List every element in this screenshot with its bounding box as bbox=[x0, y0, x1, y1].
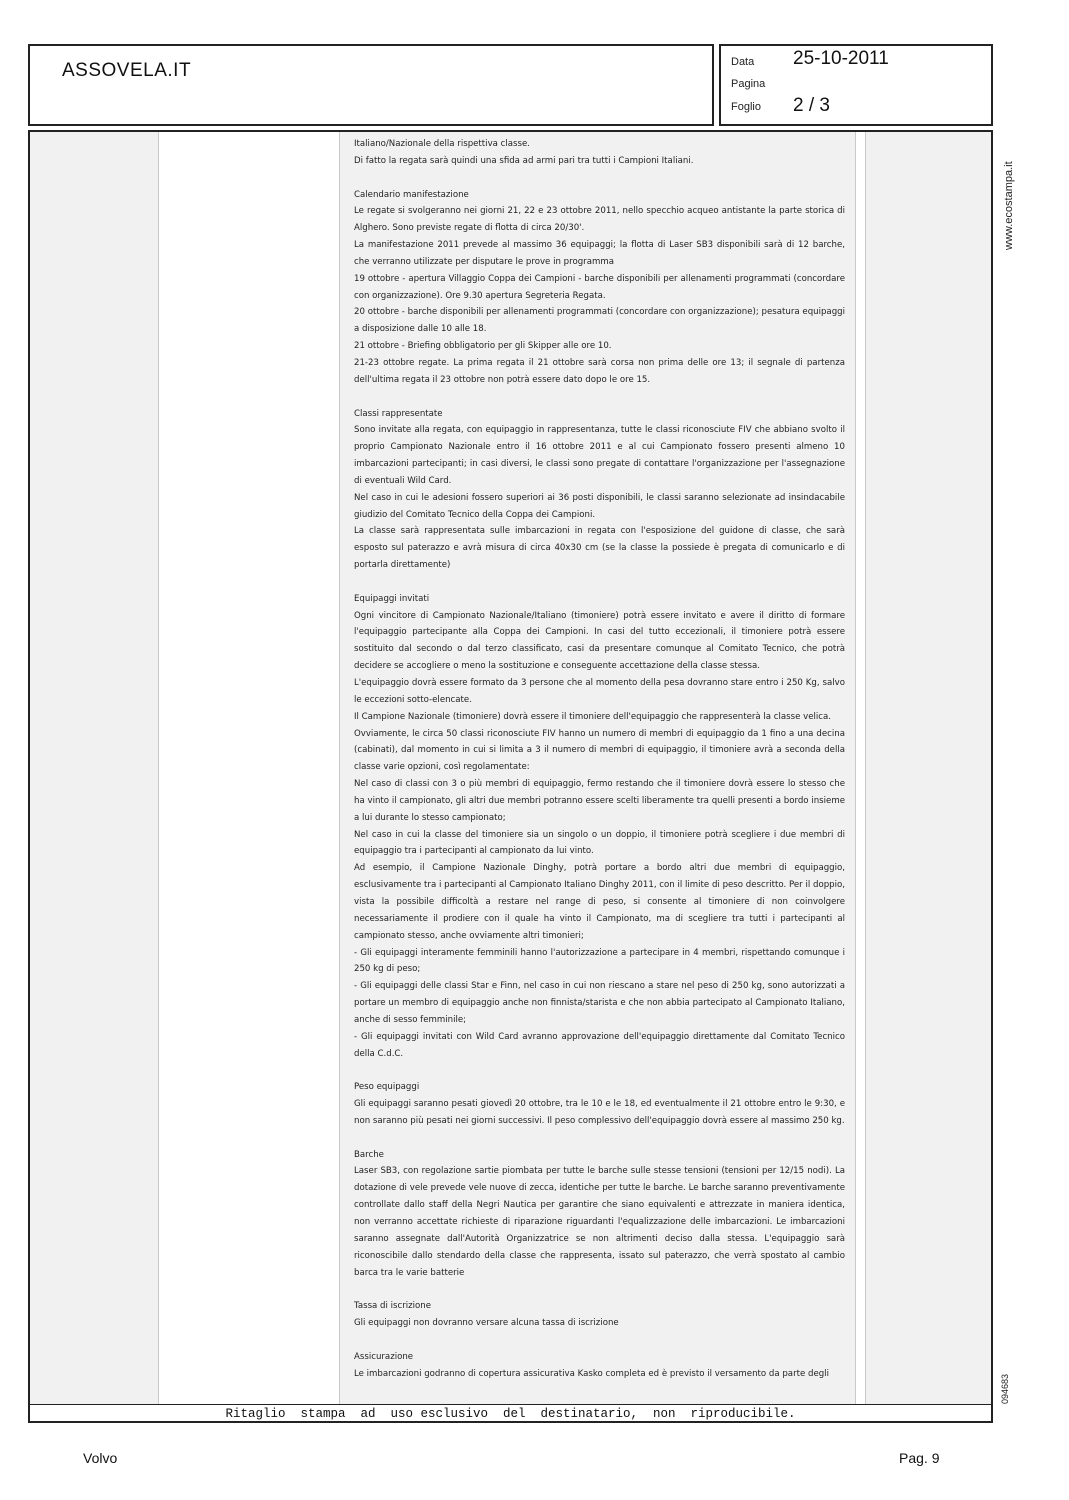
paragraph: Gli equipaggi saranno pesati giovedì 20 ottobre, tra le 10 e le 18, ed eventualmente il 21 ottobre entro le 9:30, e non saranno più pesati nei giorni successivi. Il peso complessivo dell'equipaggio dovrà essere al massimo 250 kg. bbox=[354, 1099, 845, 1126]
clipping-notice: Ritaglio stampa ad uso esclusivo del destinatario, non riproducibile. bbox=[30, 1404, 991, 1422]
paragraph: Di fatto la regata sarà quindi una sfida ad armi pari tra tutti i Campioni Italiani. bbox=[354, 155, 694, 166]
paragraph: 19 ottobre - apertura Villaggio Coppa dei Campioni - barche disponibili per allenamenti programmati (concordare con organizzazione). Ore 9.30 apertura Segreteria Regata. bbox=[354, 273, 845, 301]
right-column-bg bbox=[865, 132, 991, 1404]
paragraph: Sono invitate alla regata, con equipaggio in rappresentanza, tutte le classi riconosciute FIV che abbiano svolto il proprio Campionato Nazionale entro il 16 ottobre 2011 e al cui Campionato fossero presenti almeno 10 imbarcazioni partecipanti; in casi diversi, le classi sono pregate di contattare l'organizzazione per l'assegnazione di eventuali Wild Card. bbox=[354, 425, 845, 486]
date-value: 25-10-2011 bbox=[793, 48, 889, 69]
column-divider bbox=[339, 132, 340, 1404]
paragraph: Le regate si svolgeranno nei giorni 21, 22 e 23 ottobre 2011, nello specchio acqueo antistante la parte storica di Alghero. Sono previste regate di flotta di circa 20/30'. bbox=[354, 206, 845, 234]
paragraph: 20 ottobre - barche disponibili per allenamenti programmati (concordare con organizzazione); pesatura equipaggi a disposizione dalle 10 alle 18. bbox=[354, 307, 845, 335]
paragraph: Le imbarcazioni godranno di copertura assicurativa Kasko completa ed è previsto il versamento da parte degli bbox=[354, 1368, 829, 1379]
section-heading: Tassa di iscrizione bbox=[354, 1301, 432, 1312]
paragraph: Ovviamente, le circa 50 classi riconosciute FIV hanno un numero di membri di equipaggio da 1 fino a una decina (cabinati), dal momento in cui si limita a 3 il numero di membri di equipaggio, il timoniere avrà a seconda della classe varie opzioni, così regolamentate: bbox=[354, 728, 845, 773]
column-divider bbox=[865, 132, 866, 1404]
paragraph: 21-23 ottobre regate. La prima regata il 21 ottobre sarà corsa non prima delle ore 13; il segnale di partenza dell'ultima regata il 23 ottobre non potrà essere dato dopo le ore 15. bbox=[354, 357, 845, 385]
section-heading: Assicurazione bbox=[354, 1351, 414, 1362]
paragraph: Ogni vincitore di Campionato Nazionale/Italiano (timoniere) potrà essere invitato e avere il diritto di formare l'equipaggio partecipante alla Coppa dei Campioni. In casi del tutto eccezionali, il timoniere potrà essere sostituito dal secondo o dal terzo classificato, casi da presentare comunque al Comitato Tecnico, che potrà decidere se accogliere o meno la sostituzione e conseguente accettazione della classe stessa. bbox=[354, 610, 845, 672]
paragraph: Nel caso in cui le adesioni fossero superiori ai 36 posti disponibili, le classi saranno selezionate ad insindacabile giudizio del Comitato Tecnico della Coppa dei Campioni. bbox=[354, 492, 845, 520]
footer-publication: Volvo bbox=[83, 1450, 118, 1466]
section-heading: Barche bbox=[354, 1149, 384, 1160]
paragraph: Italiano/Nazionale della rispettiva classe. bbox=[354, 139, 530, 149]
section-heading: Peso equipaggi bbox=[354, 1082, 420, 1093]
side-url: www.ecostampa.it bbox=[1003, 161, 1015, 250]
paragraph: La classe sarà rappresentata sulle imbarcazioni in regata con l'esposizione del guidone di classe, che sarà esposto sul paterazzo e avrà misura di circa 40x30 cm (se la classe la possiede è pregata di comunicarlo e di portarla direttamente) bbox=[354, 526, 845, 571]
paragraph: Gli equipaggi non dovranno versare alcuna tassa di iscrizione bbox=[354, 1318, 619, 1329]
column-divider bbox=[158, 132, 159, 1404]
paragraph: La manifestazione 2011 prevede al massimo 36 equipaggi; la flotta di Laser SB3 disponibili sarà di 12 barche, che verranno utilizzate per disputare le prove in programma bbox=[354, 240, 845, 267]
side-code: 094683 bbox=[1000, 1373, 1010, 1404]
paragraph: - Gli equipaggi interamente femminili hanno l'autorizzazione a partecipare in 4 membri, rispettando comunque i 250 kg di peso; bbox=[354, 947, 845, 975]
paragraph: 21 ottobre - Briefing obbligatorio per gli Skipper alle ore 10. bbox=[354, 341, 612, 352]
paragraph: Ad esempio, il Campione Nazionale Dinghy, potrà portare a bordo altri due membri di equipaggio, esclusivamente tra i partecipanti al Campionato Italiano Dinghy 2011, con il limite di peso descritto. Per il doppio, vista la possibile difficoltà a restare nel range di peso, si consente al timoniere di non coinvolgere necessariamente il prodiere con il quale ha vinto il Campionato, ma di scegliere tra tutti i partecipanti al campionato stesso, anche ovviamente altri timonieri; bbox=[354, 863, 845, 941]
header-meta-box bbox=[719, 44, 993, 126]
section-heading: Equipaggi invitati bbox=[354, 593, 430, 604]
sheet-label: Foglio bbox=[731, 101, 761, 113]
article-body bbox=[354, 136, 845, 1382]
paragraph: Nel caso in cui la classe del timoniere sia un singolo o un doppio, il timoniere potrà scegliere i due membri di equipaggio tra i partecipanti al campionato da lui vinto. bbox=[354, 829, 845, 857]
paragraph: Nel caso di classi con 3 o più membri di equipaggio, fermo restando che il timoniere dovrà essere lo stesso che ha vinto il campionato, gli altri due membri potranno essere scelti liberamente tra quelli presenti a bordo insieme a lui durante lo stesso campionato; bbox=[354, 779, 845, 823]
left-column-bg bbox=[30, 132, 158, 1404]
page-label: Pagina bbox=[731, 78, 766, 90]
section-heading: Classi rappresentate bbox=[354, 408, 443, 419]
brand-title: ASSOVELA.IT bbox=[62, 60, 192, 81]
paragraph: - Gli equipaggi invitati con Wild Card avranno approvazione dell'equipaggio direttamente dal Comitato Tecnico della C.d.C. bbox=[354, 1031, 845, 1059]
paragraph: Laser SB3, con regolazione sartie piombata per tutte le barche sulle stesse tensioni (tensioni per 12/15 nodi). La dotazione di vele prevede vele nuove di zecca, identiche per tutte le barche. Le barche saranno preventivamente controllate dallo staff della Negri Nautica per garantire che siano equivalenti e attrezzate in maniera identica, non verranno accettate richieste di riparazione riguardanti l'equalizzazione delle imbarcazioni. Le imbarcazioni saranno assegnate dall'Autorità Organizzatrice se non altrimenti deciso dalla stessa. L'equipaggio sarà riconoscibile dallo stendardo della classe che rappresenta, issato sul paterazzo, che verrà spostato al cambio barca tra le varie batterie bbox=[354, 1166, 845, 1278]
paragraph: L'equipaggio dovrà essere formato da 3 persone che al momento della pesa dovranno stare entro i 250 Kg, salvo le eccezioni sotto-elencate. bbox=[354, 678, 845, 705]
column-divider bbox=[855, 132, 856, 1404]
paragraph: Il Campione Nazionale (timoniere) dovrà essere il timoniere dell'equipaggio che rappresenterà la classe velica. bbox=[354, 711, 832, 722]
header-title-box bbox=[28, 44, 714, 126]
paragraph: - Gli equipaggi delle classi Star e Finn, nel caso in cui non riescano a stare nel peso di 250 kg, sono autorizzati a portare un membro di equipaggio anche non finnista/starista e che non abbia partecipato al Campionato Italiano, anche di sesso femminile; bbox=[354, 981, 845, 1025]
sheet-value: 2 / 3 bbox=[793, 95, 830, 116]
footer-page-number: Pag. 9 bbox=[899, 1450, 940, 1466]
date-label: Data bbox=[731, 56, 755, 68]
section-heading: Calendario manifestazione bbox=[354, 189, 469, 200]
